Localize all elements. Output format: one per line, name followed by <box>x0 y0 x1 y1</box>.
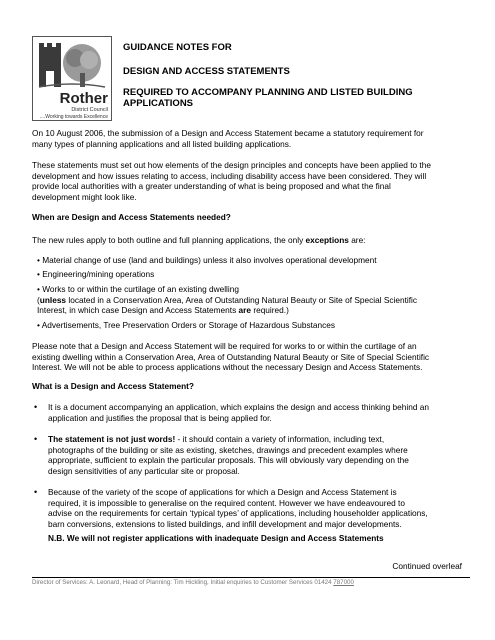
text-line: • Works to or within the curtilage of an existing dwelling <box>37 284 239 294</box>
section-heading-when: When are Design and Access Statements needed? <box>32 212 231 222</box>
text-line: many types of planning applications and all listed building applications. <box>32 138 292 149</box>
footer-text: Director of Services: A. Leonard, Head of Planning: Tim Hickling, Initial enquiries to Customer Services 01424 <box>32 579 334 586</box>
exception-item-change-of-use: • Material change of use (land and buildings) unless it also involves operational development <box>37 255 377 265</box>
text-line: These statements must set out how elements of the design principles and concepts have been applied to the <box>32 160 431 170</box>
bullet-dot: • <box>34 434 38 444</box>
text-span: - it should contain a variety of information, including text, <box>175 434 385 444</box>
footer-contact <box>32 579 354 586</box>
exception-item-engineering: • Engineering/mining operations <box>37 269 155 279</box>
footer-phone: 787000 <box>333 579 354 586</box>
text-line: barn conversions, extensions to listed buildings, and infill development and major developments. <box>48 518 402 529</box>
section-heading-what: What is a Design and Access Statement? <box>32 381 194 391</box>
text-line: advise on the requirements for certain ‘typical types’ of applications, including householder applications, <box>48 508 428 518</box>
text-line: development might look like. <box>32 191 137 202</box>
text-span: Interest, in which case Design and Access Statements <box>37 305 239 315</box>
text-line: existing dwelling within a Conservation Area, Area of Outstanding Natural Beauty or Site of Special Scientific <box>32 351 430 362</box>
text-line <box>37 295 467 306</box>
council-logo <box>32 36 112 121</box>
note-paragraph <box>32 341 472 373</box>
footer-divider <box>32 577 470 578</box>
text-line: development and how issues relating to access, including disability access have been considered. They will <box>32 170 427 181</box>
bullet-dot: • <box>34 402 38 412</box>
doc-heading-line-4: APPLICATIONS <box>123 98 194 109</box>
not-just-words-emphasis: The statement is not just words! <box>48 434 176 444</box>
text-span: ( <box>37 294 40 305</box>
text-line: Because of the variety of the scope of applications for which a Design and Access Statement is <box>48 487 397 497</box>
text-span: located in a Conservation Area, Area of Outstanding Natural Beauty or Site of Special Scientific <box>66 294 418 305</box>
nb-notice: N.B. We will not register applications with inadequate Design and Access Statements <box>48 533 384 543</box>
text-span: are: <box>348 235 366 245</box>
purpose-paragraph <box>32 160 472 202</box>
continued-overleaf: Continued overleaf <box>392 561 462 571</box>
text-span: The new rules apply to both outline and full planning applications, the only <box>32 235 306 245</box>
exceptions-emphasis: exceptions <box>305 235 349 245</box>
bullet-variety-of-scope <box>48 487 473 529</box>
text-line: application and justifies the proposal that is being applied for. <box>48 412 272 423</box>
exception-item-advertisements: • Advertisements, Tree Preservation Orders or Storage of Hazardous Substances <box>37 320 336 330</box>
bullet-not-just-words <box>48 434 473 476</box>
text-span: required.) <box>251 305 289 315</box>
text-line <box>37 305 467 316</box>
text-line <box>48 434 473 445</box>
text-line: Interest. We will not be able to process applications without the necessary Design and Access Statements. <box>32 362 423 372</box>
text-line: provide local authorities with a greater understanding of what is being proposed and what the final <box>32 181 391 191</box>
logo-name: Rother <box>59 90 108 107</box>
text-line: photographs of the building or site as existing, sketches, drawings and precedent examples where <box>48 444 408 455</box>
doc-heading-line-1: GUIDANCE NOTES FOR <box>123 42 232 53</box>
unless-emphasis: unless <box>39 294 67 305</box>
bullet-dot: • <box>34 487 38 497</box>
logo-tagline: ....Working towards Excellence <box>39 114 108 120</box>
logo-subtitle: District Council <box>71 107 108 113</box>
text-line: It is a document accompanying an application, which explains the design and access thinking behind an <box>48 402 429 412</box>
bullet-document <box>48 402 473 423</box>
doc-heading-line-3: REQUIRED TO ACCOMPANY PLANNING AND LISTED BUILDING <box>123 87 413 98</box>
text-line: required, it is impossible to generalise on the required content. However we have endeavoured to <box>48 497 405 508</box>
doc-heading-line-2: DESIGN AND ACCESS STATEMENTS <box>123 66 290 77</box>
text-line: Please note that a Design and Access Statement will be required for works to or within the curtilage of an <box>32 341 417 351</box>
text-line: design sensitivities of any particular site or proposal. <box>48 465 240 476</box>
text-line: appropriate, sufficient to explain the particular proposals. This will obviously vary depending on the <box>48 455 409 465</box>
intro-paragraph <box>32 128 472 149</box>
exception-item-dwelling <box>37 284 467 316</box>
castle-tree-emblem-icon <box>37 41 107 91</box>
text-line: On 10 August 2006, the submission of a Design and Access Statement became a statutory requirement for <box>32 128 424 138</box>
are-emphasis: are <box>238 305 252 315</box>
rules-line <box>32 235 472 246</box>
